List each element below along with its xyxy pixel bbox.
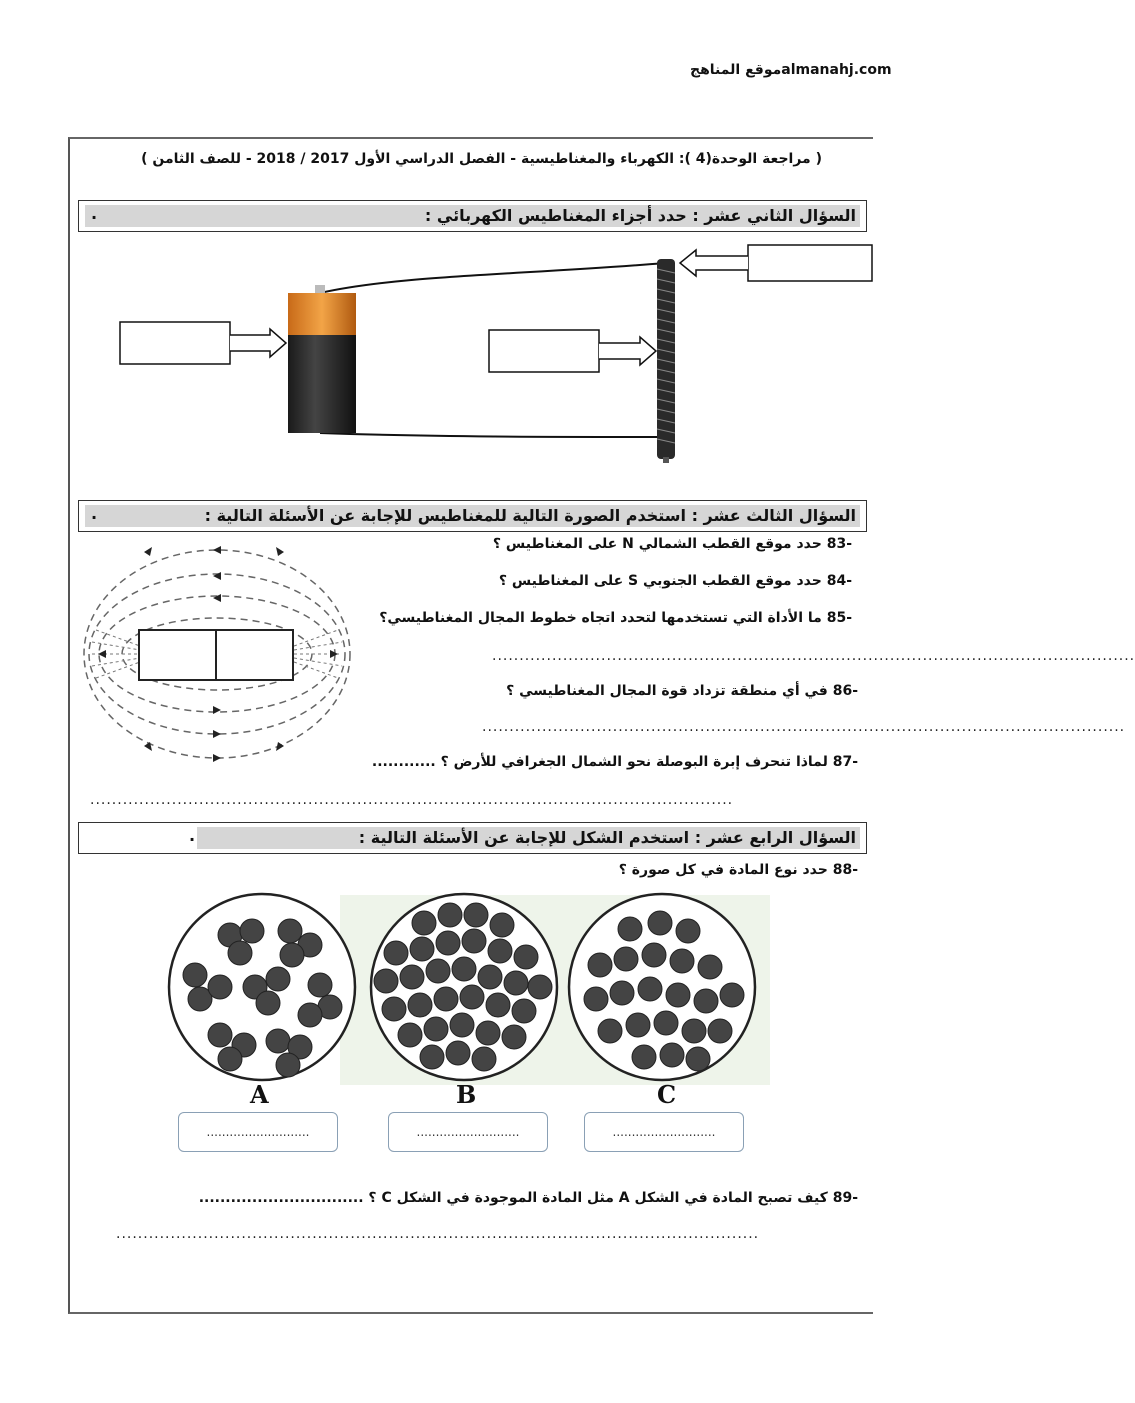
worksheet-header: ( مراجعة الوحدة(4 ): الكهرباء والمغناطيسية - الفصل الدراسي الأول 2017 / 2018 - للصف الثامن ) (141, 151, 822, 167)
q86-text: في أي منطقة تزداد قوة المجال المغناطيسي ؟ (506, 683, 828, 699)
q87-number: -87 (832, 754, 858, 770)
label-box-coil[interactable] (489, 330, 599, 372)
label-c: C (657, 1080, 677, 1109)
q89-answer-line[interactable]: ...................................................................................................................... (116, 1226, 760, 1242)
q13-dot: . (91, 504, 98, 523)
q83-number: -83 (826, 536, 852, 552)
q88-number: -88 (832, 862, 858, 878)
q12-dot: . (91, 204, 98, 223)
q84-text: حدد موقع القطب الجنوبي S على المغناطيس ؟ (498, 573, 822, 589)
q13-title-bar (78, 500, 867, 532)
magnetic-domains-figure (160, 895, 770, 1085)
q12-title: السؤال الثاني عشر : حدد أجزاء المغناطيس الكهربائي : (424, 206, 856, 225)
q87 (372, 754, 858, 770)
coil (657, 259, 675, 459)
q84-number: -84 (826, 573, 852, 589)
domain-circle-b (371, 894, 557, 1080)
q14-title-bar (78, 822, 867, 854)
q83-text: حدد موقع القطب الشمالي N على المغناطيس ؟ (492, 536, 822, 552)
q87-answer-line[interactable]: ...................................................................................................................... (90, 792, 734, 808)
nail-tip (663, 457, 669, 463)
q87-text: لماذا تنحرف إبرة البوصلة نحو الشمال الجغرافي للأرض ؟ ............ (371, 754, 828, 770)
q14-title: السؤال الرابع عشر : استخدم الشكل للإجابة عن الأسئلة التالية : (358, 828, 856, 847)
q12-title-bar (78, 200, 867, 232)
label-box-battery[interactable] (120, 322, 230, 364)
q86 (506, 683, 858, 699)
answer-box-c[interactable]: ........................... (584, 1112, 744, 1152)
q86-number: -86 (832, 683, 858, 699)
battery-body (288, 335, 356, 433)
q88 (619, 862, 858, 878)
q85-answer-line[interactable]: ...................................................................................................................... (492, 648, 1135, 664)
q83 (493, 536, 852, 552)
q89-text: كيف تصبح المادة في الشكل A مثل المادة الموجودة في الشكل C ؟ ............................... (198, 1190, 828, 1206)
domain-circle-c (569, 894, 755, 1080)
answer-box-a[interactable]: ........................... (178, 1112, 338, 1152)
battery-top (288, 293, 356, 335)
q89-number: -89 (832, 1190, 858, 1206)
label-box-nail[interactable] (748, 245, 872, 281)
q85-text: ما الأداة التي تستخدمها لتحدد اتجاه خطوط المجال المغناطيسي؟ (379, 610, 822, 626)
q89 (199, 1190, 858, 1206)
q85-number: -85 (826, 610, 852, 626)
label-b: B (456, 1080, 477, 1109)
label-a: A (250, 1080, 269, 1109)
q14-dot: . (189, 826, 196, 845)
q88-text: حدد نوع المادة في كل صورة ؟ (618, 862, 828, 878)
bar-magnet-field-diagram (84, 532, 354, 760)
answer-box-b[interactable]: ........................... (388, 1112, 548, 1152)
domain-circle-a (169, 894, 355, 1080)
q86-answer-line[interactable]: ...................................................................................................................... (482, 719, 1126, 735)
electromagnet-diagram (100, 245, 875, 475)
q85 (379, 610, 852, 626)
q13-title: السؤال الثالث عشر : استخدم الصورة التالية للمغناطيس للإجابة عن الأسئلة التالية : (204, 506, 856, 525)
battery-terminal (315, 285, 325, 293)
q84 (499, 573, 852, 589)
site-label[interactable]: almanahj.comموقع المناهج (690, 62, 892, 78)
